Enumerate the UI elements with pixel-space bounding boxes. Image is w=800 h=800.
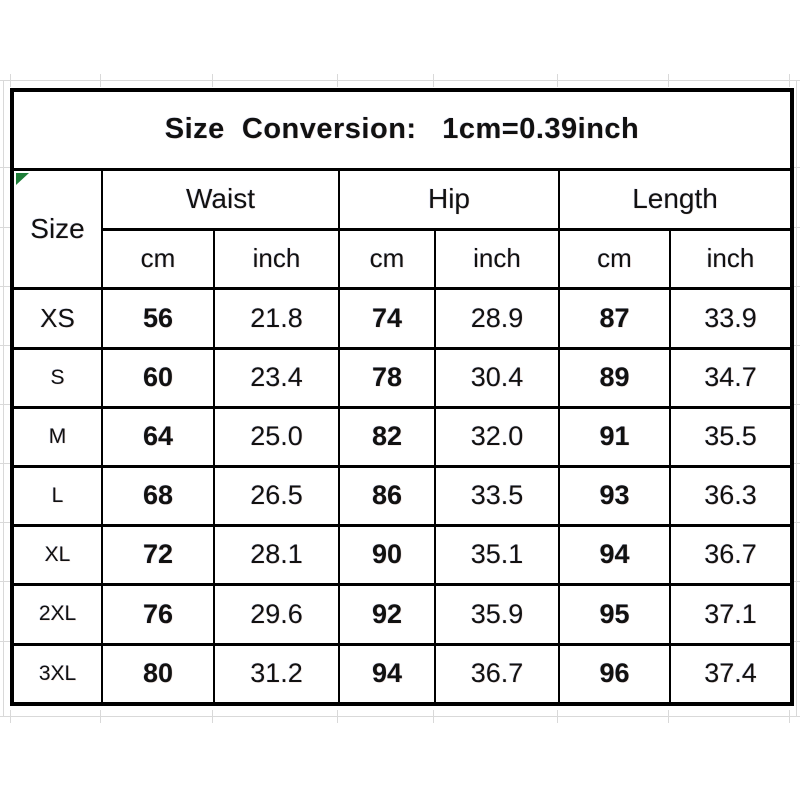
cell-waist-inch: 26.5: [214, 466, 339, 525]
header-waist-cm: cm: [102, 229, 214, 288]
cell-size: 3XL: [12, 644, 102, 704]
spreadsheet-gridline: [0, 641, 10, 642]
spreadsheet-gridline: [0, 286, 10, 287]
size-conversion-table: [10, 88, 794, 706]
spreadsheet-gridline: [0, 716, 800, 717]
cell-hip-inch: 30.4: [435, 348, 559, 407]
cell-waist-cm: 80: [102, 644, 214, 704]
header-length-inch: inch: [670, 229, 792, 288]
spreadsheet-gridline: [433, 74, 434, 87]
cell-hip-inch: 28.9: [435, 288, 559, 348]
cell-waist-cm: 72: [102, 525, 214, 584]
spreadsheet-gridline: [668, 74, 669, 87]
spreadsheet-gridline: [212, 74, 213, 87]
spreadsheet-gridline: [337, 710, 338, 723]
cell-length-inch: 33.9: [670, 288, 792, 348]
spreadsheet-gridline: [557, 74, 558, 87]
spreadsheet-gridline: [0, 463, 10, 464]
cell-hip-inch: 33.5: [435, 466, 559, 525]
table-row: [12, 644, 792, 704]
table-row: [12, 348, 792, 407]
spreadsheet-gridline: [100, 74, 101, 87]
cell-waist-inch: 29.6: [214, 584, 339, 644]
green-corner-flag-icon: [16, 173, 29, 185]
cell-hip-cm: 86: [339, 466, 435, 525]
cell-length-inch: 35.5: [670, 407, 792, 466]
spreadsheet-gridline: [796, 80, 797, 717]
cell-waist-inch: 31.2: [214, 644, 339, 704]
table-row: [12, 584, 792, 644]
spreadsheet-gridline: [0, 522, 10, 523]
cell-length-cm: 96: [559, 644, 670, 704]
cell-waist-inch: 23.4: [214, 348, 339, 407]
cell-size: XL: [12, 525, 102, 584]
spreadsheet-gridline: [0, 404, 10, 405]
header-size: [12, 169, 102, 288]
cell-length-cm: 87: [559, 288, 670, 348]
header-hip-cm: cm: [339, 229, 435, 288]
cell-waist-cm: 68: [102, 466, 214, 525]
title-row: [12, 90, 792, 169]
spreadsheet-gridline: [789, 710, 790, 723]
table-title: Size Conversion: 1cm=0.39inch: [12, 90, 792, 169]
cell-size: L: [12, 466, 102, 525]
cell-length-cm: 91: [559, 407, 670, 466]
spreadsheet-gridline: [0, 345, 10, 346]
spreadsheet-gridline: [557, 710, 558, 723]
cell-hip-cm: 92: [339, 584, 435, 644]
spreadsheet-gridline: [789, 74, 790, 87]
cell-hip-cm: 74: [339, 288, 435, 348]
header-waist-inch: inch: [214, 229, 339, 288]
cell-size: S: [12, 348, 102, 407]
cell-waist-cm: 76: [102, 584, 214, 644]
spreadsheet-gridline: [212, 710, 213, 723]
spreadsheet-gridline: [0, 167, 10, 168]
cell-waist-inch: 21.8: [214, 288, 339, 348]
cell-length-cm: 89: [559, 348, 670, 407]
table-row: [12, 466, 792, 525]
cell-waist-cm: 64: [102, 407, 214, 466]
spreadsheet-gridline: [0, 80, 800, 81]
cell-hip-cm: 78: [339, 348, 435, 407]
cell-size: M: [12, 407, 102, 466]
spreadsheet-gridline: [0, 581, 10, 582]
cell-hip-inch: 32.0: [435, 407, 559, 466]
spreadsheet-gridline: [433, 710, 434, 723]
cell-hip-cm: 82: [339, 407, 435, 466]
spreadsheet-gridline: [100, 710, 101, 723]
cell-hip-inch: 36.7: [435, 644, 559, 704]
cell-hip-inch: 35.1: [435, 525, 559, 584]
group-header-row: [12, 169, 792, 229]
cell-size: XS: [12, 288, 102, 348]
cell-length-inch: 34.7: [670, 348, 792, 407]
cell-length-inch: 37.4: [670, 644, 792, 704]
spreadsheet-gridline: [3, 80, 4, 717]
unit-header-row: [12, 229, 792, 288]
table-row: [12, 525, 792, 584]
header-hip: Hip: [339, 169, 559, 229]
cell-waist-cm: 60: [102, 348, 214, 407]
cell-length-inch: 36.3: [670, 466, 792, 525]
header-length: Length: [559, 169, 792, 229]
header-waist: Waist: [102, 169, 339, 229]
cell-waist-cm: 56: [102, 288, 214, 348]
cell-waist-inch: 25.0: [214, 407, 339, 466]
table-row: [12, 407, 792, 466]
table-row: [12, 288, 792, 348]
cell-length-inch: 36.7: [670, 525, 792, 584]
cell-length-inch: 37.1: [670, 584, 792, 644]
cell-hip-cm: 94: [339, 644, 435, 704]
cell-length-cm: 94: [559, 525, 670, 584]
cell-length-cm: 93: [559, 466, 670, 525]
header-size-label: Size: [30, 212, 85, 244]
spreadsheet-gridline: [0, 227, 10, 228]
cell-waist-inch: 28.1: [214, 525, 339, 584]
cell-hip-inch: 35.9: [435, 584, 559, 644]
header-hip-inch: inch: [435, 229, 559, 288]
spreadsheet-gridline: [10, 74, 11, 87]
cell-size: 2XL: [12, 584, 102, 644]
spreadsheet-gridline: [337, 74, 338, 87]
spreadsheet-gridline: [10, 710, 11, 723]
cell-length-cm: 95: [559, 584, 670, 644]
spreadsheet-gridline: [668, 710, 669, 723]
header-length-cm: cm: [559, 229, 670, 288]
cell-hip-cm: 90: [339, 525, 435, 584]
